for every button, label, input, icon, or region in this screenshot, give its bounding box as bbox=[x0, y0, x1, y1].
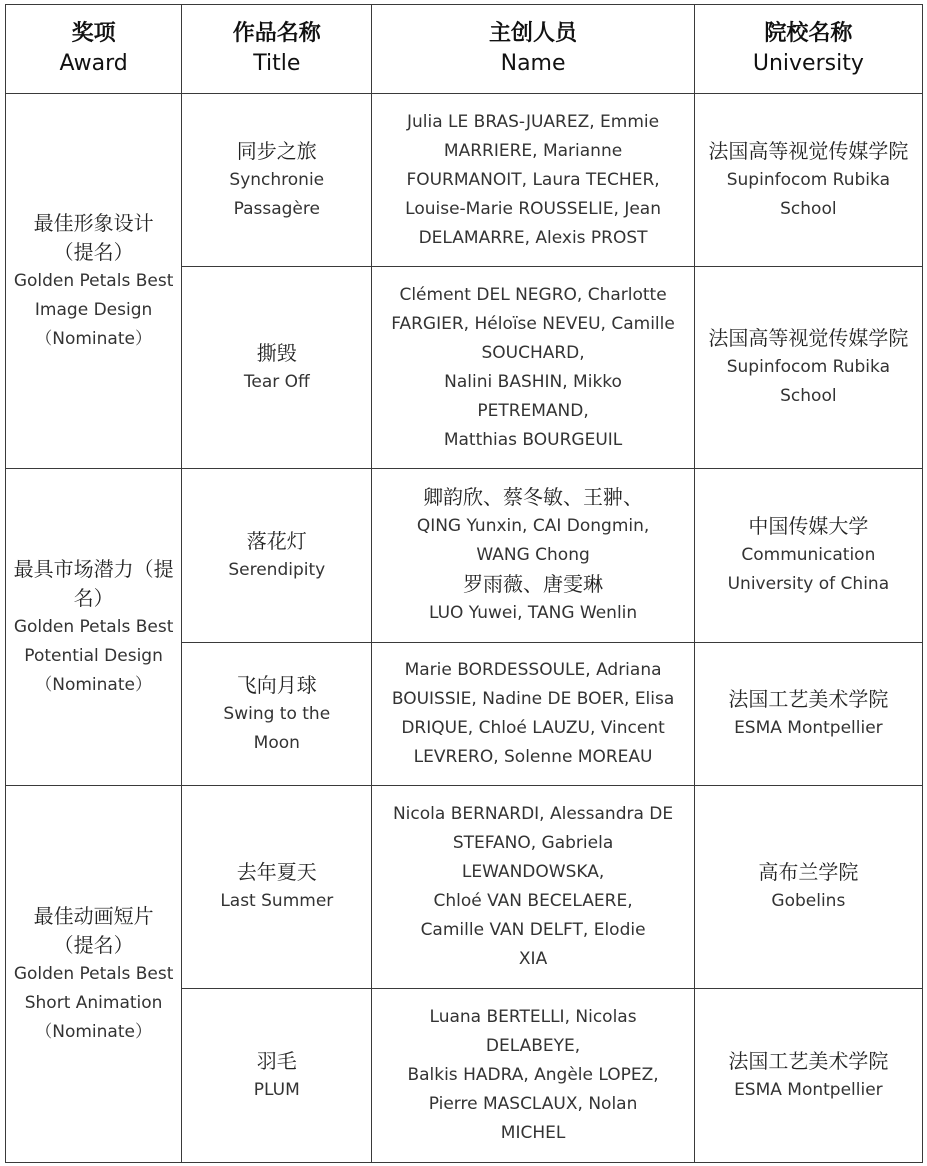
award-cell bbox=[6, 469, 182, 786]
university-line: 法国高等视觉传媒学院 bbox=[708, 138, 909, 163]
university-line: Gobelins bbox=[771, 891, 846, 911]
university-cell bbox=[694, 786, 922, 989]
title-line: 去年夏天 bbox=[236, 860, 317, 884]
name-line: PETREMAND, bbox=[477, 400, 589, 421]
name-line: STEFANO, Gabriela bbox=[452, 833, 614, 853]
university-line: University of China bbox=[727, 574, 890, 594]
header-name-zh: 主创人员 bbox=[489, 21, 578, 46]
header-university-zh: 院校名称 bbox=[764, 21, 853, 46]
university-line: Communication bbox=[741, 545, 876, 565]
university-line: 法国工艺美术学院 bbox=[728, 687, 889, 711]
title-line: Last Summer bbox=[220, 891, 334, 911]
title-line: 羽毛 bbox=[256, 1048, 297, 1073]
award-line: 最佳动画短片 bbox=[33, 903, 154, 928]
name-line: 卿韵欣、蔡冬敏、王翀、 bbox=[423, 485, 644, 509]
award-line: Golden Petals Best bbox=[13, 616, 174, 637]
university-cell bbox=[694, 989, 922, 1163]
university-line: School bbox=[780, 198, 837, 219]
header-row bbox=[6, 5, 923, 94]
university-line: ESMA Montpellier bbox=[734, 718, 883, 738]
header-title-en: Title bbox=[253, 51, 301, 76]
title-line: 落花灯 bbox=[246, 528, 307, 553]
name-line: Pierre MASCLAUX, Nolan bbox=[428, 1094, 638, 1114]
title-cell bbox=[182, 469, 372, 643]
award-line: 最佳形象设计 bbox=[33, 210, 154, 235]
title-cell bbox=[182, 786, 372, 989]
table-row bbox=[6, 94, 923, 267]
university-line: Supinfocom Rubika bbox=[726, 169, 890, 190]
title-line: Tear Off bbox=[243, 371, 310, 392]
award-line: （Nominate） bbox=[35, 328, 152, 349]
name-line: Balkis HADRA, Angèle LOPEZ, bbox=[407, 1065, 659, 1085]
name-line: FOURMANOIT, Laura TECHER, bbox=[406, 169, 660, 190]
name-cell bbox=[372, 989, 694, 1163]
title-line: 同步之旅 bbox=[236, 138, 317, 163]
header-university bbox=[694, 5, 922, 94]
title-cell bbox=[182, 94, 372, 267]
award-cell bbox=[6, 786, 182, 1163]
name-line: Nicola BERNARDI, Alessandra DE bbox=[392, 804, 674, 824]
university-line: ESMA Montpellier bbox=[734, 1079, 883, 1100]
title-line: Serendipity bbox=[228, 559, 326, 580]
name-line: BOUISSIE, Nadine DE BOER, Elisa bbox=[391, 689, 675, 709]
table-row bbox=[6, 786, 923, 989]
title-line: Moon bbox=[253, 732, 300, 753]
title-line: Passagère bbox=[233, 198, 320, 219]
name-line: MICHEL bbox=[500, 1123, 566, 1143]
university-cell bbox=[694, 469, 922, 643]
award-line: （Nominate） bbox=[35, 1021, 152, 1042]
header-name bbox=[372, 5, 694, 94]
university-cell bbox=[694, 643, 922, 786]
name-line: Julia LE BRAS-JUAREZ, Emmie bbox=[407, 111, 660, 132]
title-cell bbox=[182, 989, 372, 1163]
name-line: WANG Chong bbox=[476, 545, 590, 565]
awards-table bbox=[5, 4, 923, 1163]
name-line: XIA bbox=[518, 949, 548, 969]
name-line: LEVRERO, Solenne MOREAU bbox=[413, 747, 653, 767]
university-line: Supinfocom Rubika bbox=[726, 357, 890, 377]
header-award-zh: 奖项 bbox=[71, 21, 116, 46]
name-line: FARGIER, Héloïse NEVEU, Camille bbox=[391, 313, 675, 334]
award-line: 最具市场潜力（提 bbox=[13, 556, 174, 581]
university-line: 高布兰学院 bbox=[758, 860, 859, 884]
name-line: DRIQUE, Chloé LAUZU, Vincent bbox=[401, 718, 665, 738]
award-cell bbox=[6, 94, 182, 469]
name-line: Matthias BOURGEUIL bbox=[443, 429, 623, 450]
title-cell bbox=[182, 267, 372, 469]
award-line: （提名） bbox=[53, 239, 134, 264]
header-title bbox=[182, 5, 372, 94]
title-line: Synchronie bbox=[229, 169, 325, 190]
name-line: SOUCHARD, bbox=[481, 342, 585, 363]
name-line: LEWANDOWSKA, bbox=[461, 862, 605, 882]
award-line: Golden Petals Best bbox=[13, 963, 174, 984]
title-line: PLUM bbox=[253, 1079, 300, 1100]
name-line: Marie BORDESSOULE, Adriana bbox=[404, 660, 662, 680]
name-line: Louise-Marie ROUSSELIE, Jean bbox=[405, 198, 661, 219]
name-cell bbox=[372, 94, 694, 267]
name-line: Chloé VAN BECELAERE, bbox=[433, 891, 633, 911]
header-award bbox=[6, 5, 182, 94]
university-line: School bbox=[780, 386, 837, 406]
university-cell bbox=[694, 267, 922, 469]
award-line: 名） bbox=[73, 585, 114, 610]
header-name-en: Name bbox=[500, 51, 566, 76]
university-cell bbox=[694, 94, 922, 267]
name-line: Luana BERTELLI, Nicolas bbox=[429, 1007, 637, 1027]
title-line: Swing to the bbox=[223, 703, 331, 724]
award-line: Golden Petals Best bbox=[13, 270, 174, 291]
university-line: 中国传媒大学 bbox=[748, 514, 869, 538]
name-line: Camille VAN DELFT, Elodie bbox=[420, 920, 646, 940]
university-line: 法国高等视觉传媒学院 bbox=[708, 326, 909, 350]
name-cell bbox=[372, 786, 694, 989]
header-title-zh: 作品名称 bbox=[232, 21, 321, 46]
name-line: Clément DEL NEGRO, Charlotte bbox=[399, 284, 667, 305]
title-line: 飞向月球 bbox=[236, 672, 317, 697]
award-line: Short Animation bbox=[24, 992, 163, 1013]
header-award-en: Award bbox=[59, 51, 128, 76]
award-line: Potential Design bbox=[24, 645, 163, 666]
header-university-en: University bbox=[752, 51, 864, 76]
award-line: Image Design bbox=[34, 299, 153, 320]
name-line: LUO Yuwei, TANG Wenlin bbox=[428, 603, 638, 623]
name-line: DELABEYE, bbox=[485, 1036, 581, 1056]
university-line: 法国工艺美术学院 bbox=[728, 1048, 889, 1073]
table-row bbox=[6, 469, 923, 643]
title-cell bbox=[182, 643, 372, 786]
award-line: （Nominate） bbox=[35, 674, 152, 695]
name-line: 罗雨薇、唐雯琳 bbox=[463, 572, 604, 596]
name-line: DELAMARRE, Alexis PROST bbox=[418, 227, 648, 248]
award-line: （提名） bbox=[53, 932, 134, 957]
name-line: Nalini BASHIN, Mikko bbox=[444, 371, 622, 392]
title-line: 撕毁 bbox=[256, 340, 297, 365]
name-cell bbox=[372, 469, 694, 643]
name-line: QING Yunxin, CAI Dongmin, bbox=[416, 516, 650, 536]
name-cell bbox=[372, 643, 694, 786]
name-line: MARRIERE, Marianne bbox=[443, 140, 623, 161]
name-cell bbox=[372, 267, 694, 469]
